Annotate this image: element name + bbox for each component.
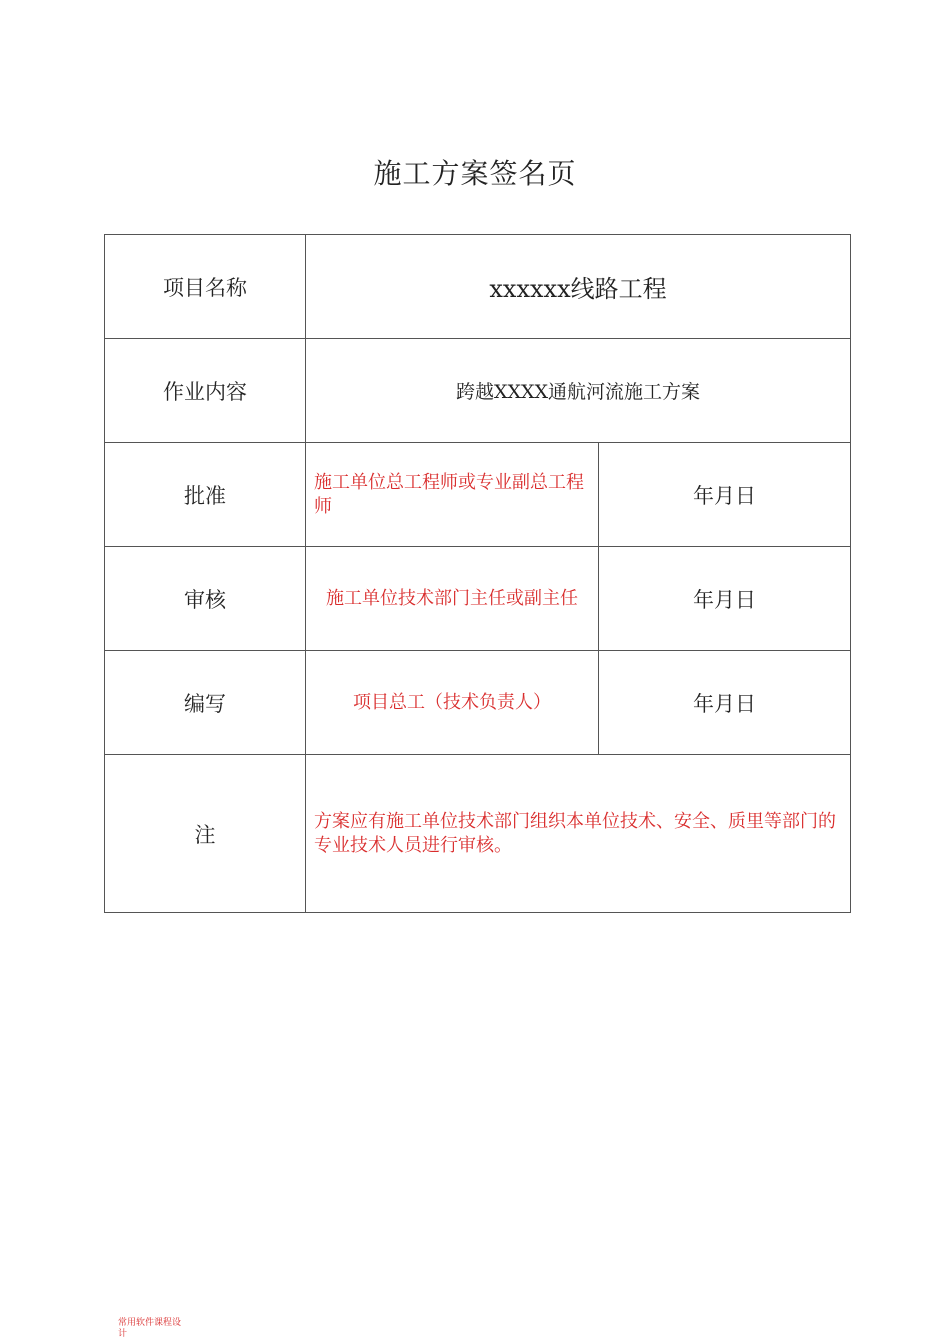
project-name-label: 项目名称 <box>105 235 306 339</box>
row-work-content <box>105 339 851 443</box>
note-label: 注 <box>105 755 306 913</box>
page-title: 施工方案签名页 <box>373 157 577 190</box>
review-date: 年月日 <box>599 547 851 651</box>
approve-signer: 施工单位总工程师或专业副总工程师 <box>306 443 599 547</box>
row-review <box>105 547 851 651</box>
review-signer: 施工单位技术部门主任或副主任 <box>306 547 599 651</box>
work-content-label: 作业内容 <box>105 339 306 443</box>
compile-label: 编写 <box>105 651 306 755</box>
project-name-value: xxxxxx线路工程 <box>306 235 851 339</box>
compile-signer: 项目总工（技术负责人） <box>306 651 599 755</box>
row-note <box>105 755 851 913</box>
row-approve <box>105 443 851 547</box>
footer-text: 常用软件课程设计 <box>118 1318 182 1339</box>
note-text: 方案应有施工单位技术部门组织本单位技术、安全、质里等部门的专业技术人员进行审核。 <box>306 755 851 913</box>
review-label: 审核 <box>105 547 306 651</box>
row-compile <box>105 651 851 755</box>
row-project-name <box>105 235 851 339</box>
compile-date: 年月日 <box>599 651 851 755</box>
approve-label: 批准 <box>105 443 306 547</box>
signature-table <box>104 234 851 913</box>
work-content-value: 跨越XXXX通航河流施工方案 <box>306 339 851 443</box>
approve-date: 年月日 <box>599 443 851 547</box>
